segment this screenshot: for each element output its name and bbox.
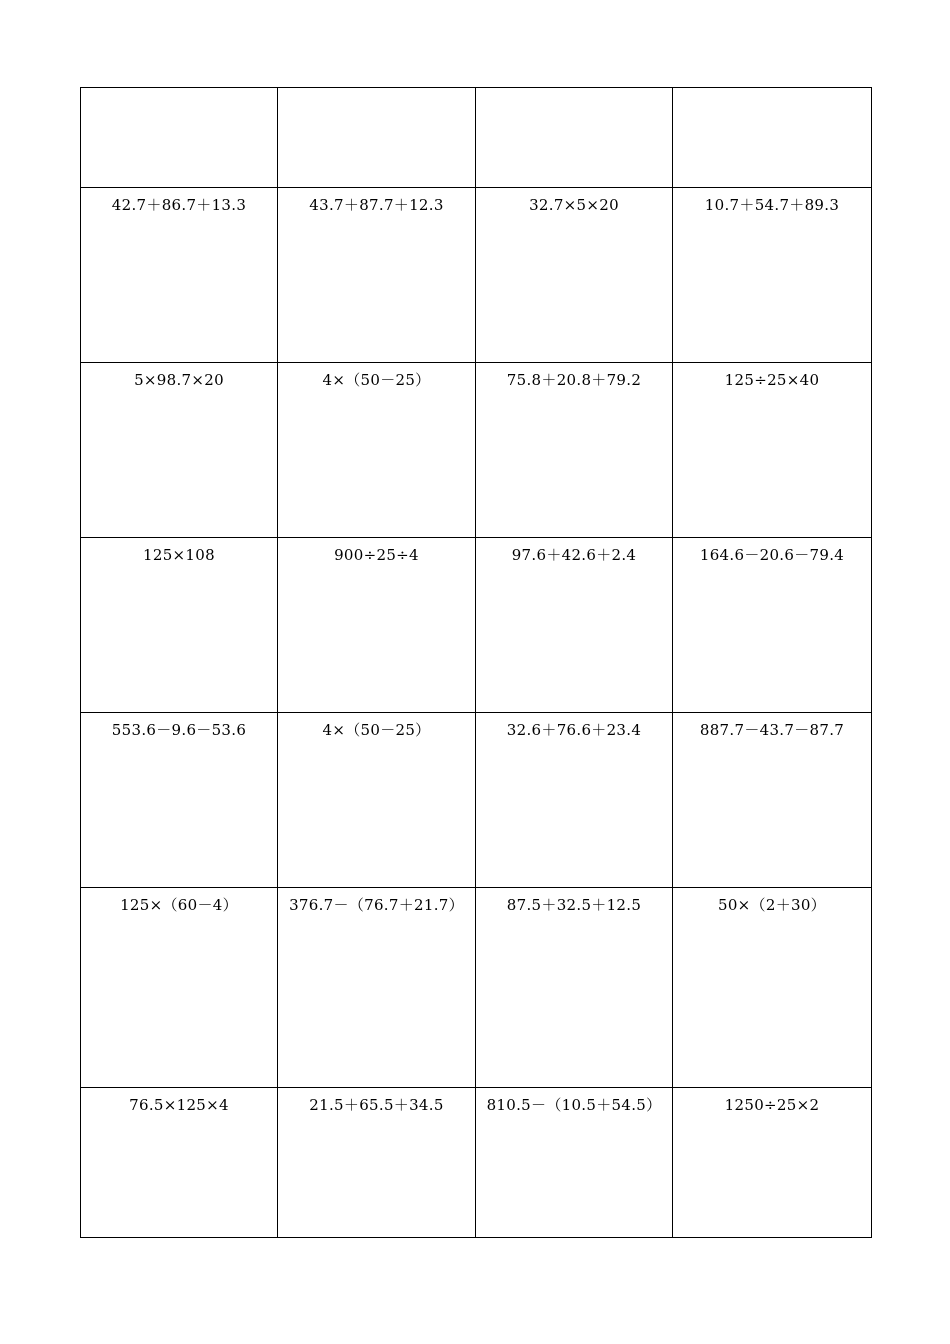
table-row: [81, 1088, 872, 1238]
problem-cell: 164.6－20.6－79.4: [673, 538, 872, 713]
blank-cell: [476, 88, 673, 188]
problem-cell: 75.8＋20.8＋79.2: [476, 363, 673, 538]
problem-cell: 76.5×125×4: [81, 1088, 278, 1238]
problem-cell: 50×（2＋30）: [673, 888, 872, 1088]
table-row: [81, 713, 872, 888]
problem-cell: 553.6－9.6－53.6: [81, 713, 278, 888]
problem-cell: 4×（50－25）: [278, 713, 476, 888]
table-row: [81, 363, 872, 538]
problem-cell: 10.7＋54.7＋89.3: [673, 188, 872, 363]
problem-cell: 810.5－（10.5＋54.5）: [476, 1088, 673, 1238]
table-row: [81, 88, 872, 188]
table-row: [81, 538, 872, 713]
problem-cell: 125÷25×40: [673, 363, 872, 538]
problem-cell: 32.7×5×20: [476, 188, 673, 363]
problem-cell: 42.7＋86.7＋13.3: [81, 188, 278, 363]
problem-cell: 5×98.7×20: [81, 363, 278, 538]
table-row: [81, 188, 872, 363]
problem-cell: 32.6＋76.6＋23.4: [476, 713, 673, 888]
problem-cell: 97.6＋42.6＋2.4: [476, 538, 673, 713]
problem-cell: 900÷25÷4: [278, 538, 476, 713]
problem-cell: 43.7＋87.7＋12.3: [278, 188, 476, 363]
problem-cell: 1250÷25×2: [673, 1088, 872, 1238]
blank-cell: [81, 88, 278, 188]
table-row: [81, 888, 872, 1088]
exercise-table: [80, 87, 872, 1238]
problem-cell: 87.5＋32.5＋12.5: [476, 888, 673, 1088]
problem-cell: 21.5＋65.5＋34.5: [278, 1088, 476, 1238]
problem-cell: 125×108: [81, 538, 278, 713]
problem-cell: 4×（50－25）: [278, 363, 476, 538]
blank-cell: [673, 88, 872, 188]
problem-cell: 376.7－（76.7＋21.7）: [278, 888, 476, 1088]
blank-cell: [278, 88, 476, 188]
problem-cell: 887.7－43.7－87.7: [673, 713, 872, 888]
problem-cell: 125×（60－4）: [81, 888, 278, 1088]
